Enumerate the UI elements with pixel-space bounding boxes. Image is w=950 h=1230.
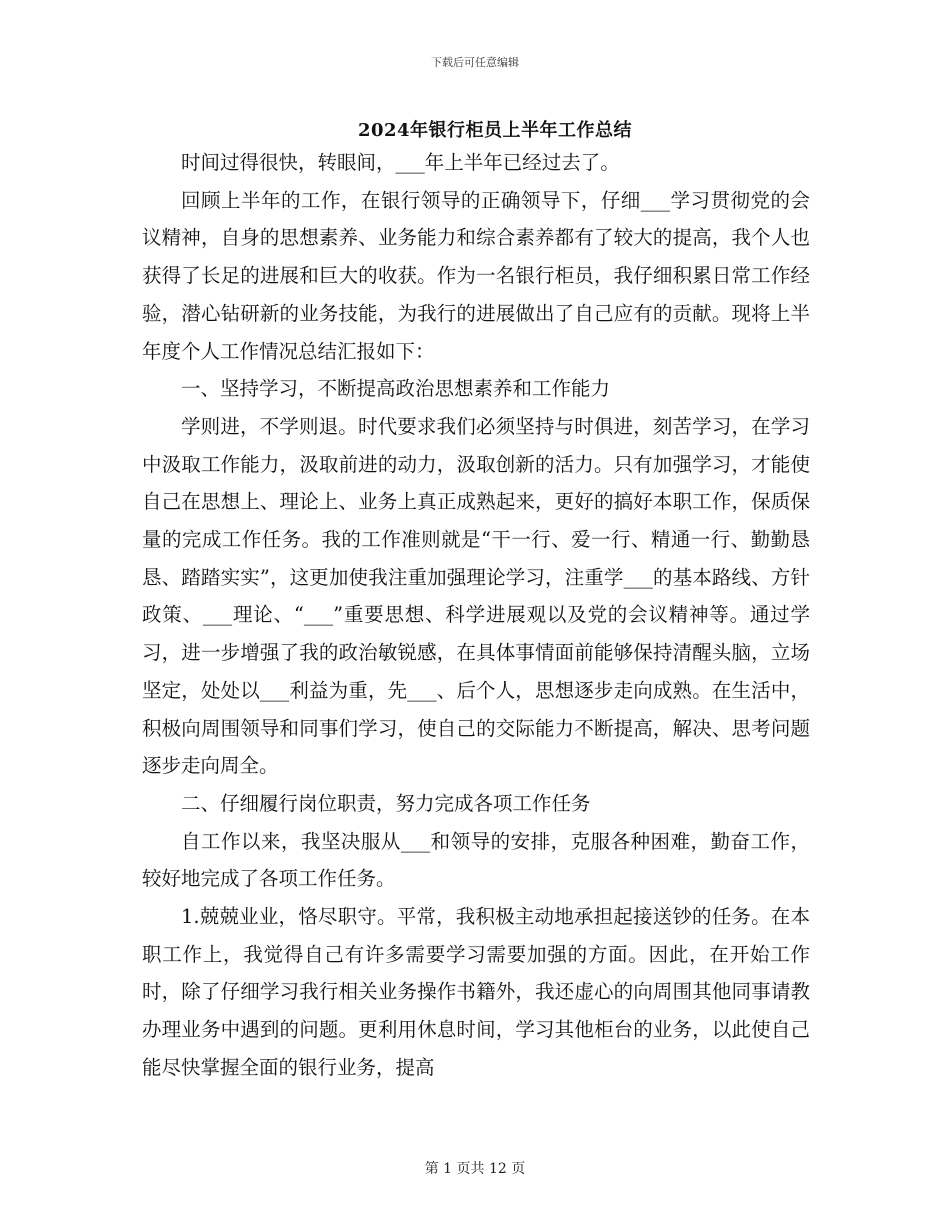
section-heading-1: 一、坚持学习，不断提高政治思想素养和工作能力 bbox=[181, 377, 611, 401]
paragraph-study: 学则进，不学则退。时代要求我们必须坚持与时俱进，刻苦学习，在学习中汲取工作能力，汲取前进的动力，汲取创新的活力。只有加强学习，才能使自己在思想上、理论上、业务上真正成熟起来，更好的搞好本职工作，保质保量的完成工作任务。我的工作准则就是“干一行、爱一行、精通一行、勤勤恳恳、踏踏实实”，这更加使我注重加强理论学习，注重学___的基本路线、方针政策、___理论、“___”重要思想、科学进展观以及党的会议精神等。通过学习，进一步增强了我的政治敏锐感，在具体事情面前能够保持清醒头脑，立场坚定，处处以___利益为重，先___、后个人，思想逐步走向成熟。在生活中，积极向周围领导和同事们学习，使自己的交际能力不断提高，解决、思考问题逐步走向周全。 bbox=[142, 414, 810, 778]
paragraph-intro: 时间过得很快，转眼间，___年上半年已经过去了。 bbox=[181, 151, 620, 174]
paragraph-duty: 自工作以来，我坚决服从___和领导的安排，克服各种困难，勤奋工作，较好地完成了各项工作任务。 bbox=[142, 829, 810, 891]
document-title: 2024年银行柜员上半年工作总结 bbox=[357, 120, 633, 141]
paragraph-review: 回顾上半年的工作，在银行领导的正确领导下，仔细___学习贯彻党的会议精神，自身的思想素养、业务能力和综合素养都有了较大的提高，我个人也获得了长足的进展和巨大的收获。作为一名银行柜员，我仔细积累日常工作经验，潜心钻研新的业务技能，为我行的进展做出了自己应有的贡献。现将上半年度个人工作情况总结汇报如下： bbox=[142, 188, 810, 363]
page-header-note: 下载后可任意编辑 bbox=[431, 56, 519, 69]
section-heading-2: 二、仔细履行岗位职责，努力完成各项工作任务 bbox=[181, 791, 591, 815]
page-footer-number: 第 1 页共 12 页 bbox=[424, 1161, 526, 1177]
document-body bbox=[142, 144, 810, 1087]
paragraph-item-1: 1.兢兢业业，恪尽职守。平常，我积极主动地承担起接送钞的任务。在本职工作上，我觉得自己有许多需要学习需要加强的方面。因此，在开始工作时，除了仔细学习我行相关业务操作书籍外，我还虚心的向周围其他同事请教办理业务中遇到的问题。更利用休息时间，学习其他柜台的业务，以此使自己能尽快掌握全面的银行业务，提高 bbox=[142, 905, 810, 1079]
